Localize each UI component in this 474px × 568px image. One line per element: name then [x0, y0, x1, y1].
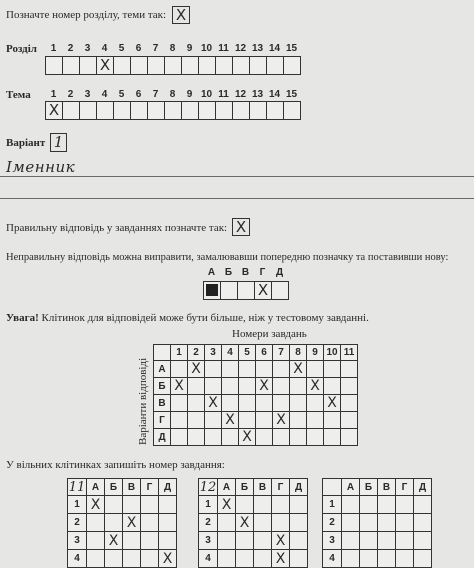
answer-cell[interactable] — [307, 361, 324, 378]
section-column-number: 11 — [218, 43, 229, 54]
answer-cell[interactable] — [222, 429, 239, 446]
section-cell[interactable] — [233, 57, 250, 74]
match-cell[interactable] — [290, 496, 308, 514]
match-row — [68, 550, 177, 568]
answer-option-label: Б — [154, 378, 171, 395]
task-number-header: 3 — [205, 345, 222, 361]
answer-cell[interactable] — [239, 395, 256, 412]
topic-cell[interactable] — [216, 102, 233, 119]
fix-example-cell — [272, 282, 288, 299]
topic-cells[interactable] — [45, 101, 301, 120]
match-row — [68, 514, 177, 532]
fix-example-headers — [203, 267, 303, 279]
topic-cell[interactable] — [131, 102, 148, 119]
match-cell[interactable] — [123, 550, 141, 568]
section-cell[interactable] — [114, 57, 131, 74]
section-cell[interactable] — [199, 57, 216, 74]
match-cell[interactable] — [290, 514, 308, 532]
answer-cell[interactable] — [188, 378, 205, 395]
topic-column-number: 9 — [186, 89, 193, 100]
section-cell[interactable] — [80, 57, 97, 74]
match-row — [68, 496, 177, 514]
answer-cell[interactable] — [341, 361, 358, 378]
answer-letter-header: Д — [290, 479, 308, 496]
answer-letter-header: В — [378, 479, 396, 496]
match-cell[interactable] — [290, 532, 308, 550]
small-grid-header-row — [323, 479, 432, 496]
warning-text: Клітинок для відповідей може бути більше, ніж у тестовому завданні. — [38, 312, 369, 324]
section-cell[interactable] — [250, 57, 267, 74]
match-row — [68, 532, 177, 550]
match-cell[interactable] — [123, 532, 141, 550]
match-cell[interactable]: X — [236, 514, 254, 532]
answer-cell[interactable]: X — [324, 395, 341, 412]
match-cell[interactable] — [360, 496, 378, 514]
section-label: Розділ — [6, 43, 37, 55]
fix-example-cell — [238, 282, 255, 299]
match-row-label: 4 — [323, 550, 342, 568]
answer-cell[interactable] — [341, 412, 358, 429]
topic-cell[interactable] — [148, 102, 165, 119]
answer-letter-header: Д — [159, 479, 177, 496]
correct-instruction: Правильну відповідь у завданнях позначте так: — [6, 222, 228, 234]
section-cells[interactable] — [45, 56, 301, 75]
match-cell[interactable] — [87, 532, 105, 550]
section-column-number: 2 — [67, 43, 74, 54]
answer-option-label: А — [154, 361, 171, 378]
answer-cell[interactable]: X — [188, 361, 205, 378]
match-cell[interactable] — [360, 514, 378, 532]
match-cell[interactable] — [254, 496, 272, 514]
match-cell[interactable] — [159, 496, 177, 514]
section-column-number: 4 — [101, 43, 108, 54]
section-number-header — [45, 43, 305, 55]
answer-cell[interactable] — [171, 395, 188, 412]
fix-example-cell: X — [255, 282, 272, 299]
match-cell[interactable] — [396, 532, 414, 550]
topic-cell[interactable] — [97, 102, 114, 119]
topic-column-number: 4 — [101, 89, 108, 100]
fix-example-cell — [221, 282, 238, 299]
match-cell[interactable] — [218, 514, 236, 532]
answer-cell[interactable] — [222, 378, 239, 395]
match-cell[interactable] — [236, 496, 254, 514]
match-row — [199, 496, 308, 514]
section-column-number: 7 — [152, 43, 159, 54]
section-column-number: 5 — [118, 43, 125, 54]
answer-cell[interactable] — [239, 378, 256, 395]
section-column-number: 15 — [285, 43, 298, 54]
topic-cell[interactable]: X — [46, 102, 63, 119]
task-number-header: 5 — [239, 345, 256, 361]
task-number-field[interactable] — [323, 479, 342, 496]
section-cell[interactable] — [182, 57, 199, 74]
main-grid-row-axis-label: Варіанти відповіді — [137, 357, 149, 445]
topic-cell[interactable] — [114, 102, 131, 119]
answer-row — [154, 395, 358, 412]
answer-letter-header: Г — [272, 479, 290, 496]
task-number-header: 2 — [188, 345, 205, 361]
answer-cell[interactable] — [341, 378, 358, 395]
answer-cell[interactable] — [239, 412, 256, 429]
task-number-header: 11 — [341, 345, 358, 361]
match-cell[interactable] — [141, 550, 159, 568]
small-grid-1[interactable] — [67, 478, 177, 568]
answer-cell[interactable] — [341, 395, 358, 412]
main-answer-grid[interactable] — [153, 344, 358, 446]
section-cell[interactable] — [284, 57, 300, 74]
answer-letter-header: В — [254, 479, 272, 496]
fix-column-number: Д — [275, 267, 284, 278]
task-number-header: 8 — [290, 345, 307, 361]
task-number-header: 7 — [273, 345, 290, 361]
answer-cell[interactable] — [222, 361, 239, 378]
match-cell[interactable] — [342, 550, 360, 568]
match-cell[interactable]: X — [123, 514, 141, 532]
match-cell[interactable] — [360, 532, 378, 550]
match-cell[interactable] — [396, 496, 414, 514]
answer-cell[interactable] — [188, 429, 205, 446]
topic-cell[interactable] — [284, 102, 300, 119]
match-cell[interactable] — [396, 550, 414, 568]
variant-field[interactable] — [50, 133, 67, 152]
section-column-number: 1 — [50, 43, 57, 54]
section-cell[interactable] — [267, 57, 284, 74]
match-cell[interactable] — [105, 496, 123, 514]
match-cell[interactable] — [290, 550, 308, 568]
divider — [0, 198, 474, 199]
match-row — [199, 550, 308, 568]
section-cell[interactable] — [46, 57, 63, 74]
answer-cell[interactable]: X — [239, 429, 256, 446]
task-number-header: 9 — [307, 345, 324, 361]
topic-column-number: 12 — [234, 89, 247, 100]
match-cell[interactable] — [342, 532, 360, 550]
answer-cell[interactable] — [205, 412, 222, 429]
match-cell[interactable] — [123, 496, 141, 514]
answer-cell[interactable]: X — [256, 378, 273, 395]
task-number-header: 10 — [324, 345, 341, 361]
grid-corner — [154, 345, 171, 361]
main-grid-header-row — [154, 345, 358, 361]
example-mark: X — [172, 6, 190, 24]
match-cell[interactable]: X — [105, 532, 123, 550]
match-cell[interactable]: X — [272, 550, 290, 568]
answer-cell[interactable] — [273, 395, 290, 412]
name-underline — [0, 176, 474, 177]
answer-letter-header: Б — [236, 479, 254, 496]
match-cell[interactable] — [414, 532, 432, 550]
free-instruction: У вільних клітинках запишіть номер завдання: — [6, 459, 225, 471]
answer-cell[interactable] — [256, 361, 273, 378]
section-cell[interactable] — [216, 57, 233, 74]
answer-cell[interactable]: X — [290, 361, 307, 378]
answer-option-label: В — [154, 395, 171, 412]
match-row-label: 2 — [68, 514, 87, 532]
match-cell[interactable] — [87, 550, 105, 568]
answer-letter-header: Б — [105, 479, 123, 496]
section-cell[interactable] — [165, 57, 182, 74]
variant-value: 1 — [53, 133, 64, 151]
match-row-label: 3 — [199, 532, 218, 550]
answer-cell[interactable] — [341, 429, 358, 446]
topic-cell[interactable] — [199, 102, 216, 119]
match-row-label: 2 — [323, 514, 342, 532]
fix-example-cell — [204, 282, 221, 299]
topic-column-number: 5 — [118, 89, 125, 100]
task-number-header: 1 — [171, 345, 188, 361]
match-row-label: 3 — [68, 532, 87, 550]
match-row — [199, 514, 308, 532]
section-cell[interactable] — [131, 57, 148, 74]
topic-cell[interactable] — [80, 102, 97, 119]
section-cell[interactable]: X — [97, 57, 114, 74]
small-grid-header-row — [68, 479, 177, 496]
match-row-label: 4 — [68, 550, 87, 568]
answer-letter-header: В — [123, 479, 141, 496]
answer-letter-header: А — [87, 479, 105, 496]
answer-cell[interactable]: X — [205, 395, 222, 412]
topic-column-number: 3 — [84, 89, 91, 100]
answer-cell[interactable] — [324, 361, 341, 378]
match-cell[interactable] — [218, 550, 236, 568]
section-column-number: 12 — [234, 43, 247, 54]
section-instruction: Позначте номер розділу, теми так: — [6, 9, 167, 21]
answer-cell[interactable] — [273, 429, 290, 446]
section-column-number: 9 — [186, 43, 193, 54]
match-cell[interactable] — [272, 514, 290, 532]
answer-cell[interactable] — [256, 429, 273, 446]
name-value[interactable]: Іменник — [6, 158, 76, 176]
answer-cell[interactable] — [324, 412, 341, 429]
match-cell[interactable] — [414, 496, 432, 514]
match-cell[interactable] — [342, 496, 360, 514]
topic-cell[interactable] — [182, 102, 199, 119]
answer-letter-header: Д — [414, 479, 432, 496]
match-cell[interactable]: X — [87, 496, 105, 514]
section-cell[interactable] — [148, 57, 165, 74]
match-cell[interactable] — [218, 532, 236, 550]
match-row-label: 1 — [199, 496, 218, 514]
match-row — [199, 532, 308, 550]
topic-label: Тема — [6, 89, 31, 101]
answer-cell[interactable] — [273, 361, 290, 378]
answer-cell[interactable] — [171, 412, 188, 429]
answer-letter-header: Б — [360, 479, 378, 496]
fix-column-number: Г — [259, 267, 266, 278]
match-cell[interactable] — [272, 496, 290, 514]
match-row-label: 1 — [68, 496, 87, 514]
answer-cell[interactable] — [256, 395, 273, 412]
section-column-number: 8 — [169, 43, 176, 54]
match-row — [323, 496, 432, 514]
match-cell[interactable] — [396, 514, 414, 532]
task-number-header: 4 — [222, 345, 239, 361]
match-row — [323, 532, 432, 550]
match-cell[interactable]: X — [159, 550, 177, 568]
match-cell[interactable] — [141, 514, 159, 532]
topic-column-number: 2 — [67, 89, 74, 100]
answer-cell[interactable] — [307, 429, 324, 446]
topic-number-header — [45, 89, 305, 101]
topic-column-number: 10 — [200, 89, 213, 100]
correct-mark-example: X — [232, 218, 250, 236]
warning — [6, 312, 369, 324]
match-cell[interactable] — [105, 514, 123, 532]
match-cell[interactable] — [378, 532, 396, 550]
answer-cell[interactable] — [188, 395, 205, 412]
answer-cell[interactable] — [307, 395, 324, 412]
topic-cell[interactable] — [250, 102, 267, 119]
answer-cell[interactable] — [290, 429, 307, 446]
match-cell[interactable]: X — [218, 496, 236, 514]
match-cell[interactable] — [87, 514, 105, 532]
section-column-number: 6 — [135, 43, 142, 54]
topic-column-number: 14 — [268, 89, 281, 100]
fix-column-number: Б — [224, 267, 233, 278]
match-row-label: 2 — [199, 514, 218, 532]
answer-cell[interactable] — [188, 412, 205, 429]
match-row-label: 3 — [323, 532, 342, 550]
match-cell[interactable]: X — [272, 532, 290, 550]
match-cell[interactable] — [141, 532, 159, 550]
match-cell[interactable] — [236, 532, 254, 550]
answer-cell[interactable] — [324, 429, 341, 446]
match-cell[interactable] — [159, 514, 177, 532]
topic-column-number: 13 — [251, 89, 264, 100]
answer-cell[interactable] — [324, 378, 341, 395]
topic-column-number: 8 — [169, 89, 176, 100]
answer-cell[interactable] — [273, 378, 290, 395]
answer-letter-header: А — [218, 479, 236, 496]
task-number-field[interactable]: 12 — [199, 479, 217, 495]
answer-row — [154, 378, 358, 395]
topic-column-number: 15 — [285, 89, 298, 100]
small-grid-2[interactable] — [198, 478, 308, 568]
main-grid-title: Номери завдань — [232, 328, 307, 340]
warning-bold: Увага! — [6, 312, 39, 324]
match-cell[interactable] — [378, 514, 396, 532]
section-column-number: 14 — [268, 43, 281, 54]
topic-column-number: 6 — [135, 89, 142, 100]
match-row — [323, 514, 432, 532]
topic-cell[interactable] — [267, 102, 284, 119]
small-grid-header-row — [199, 479, 308, 496]
answer-cell[interactable] — [171, 429, 188, 446]
variant-label: Варіант — [6, 137, 46, 149]
answer-cell[interactable] — [290, 395, 307, 412]
answer-letter-header: Г — [396, 479, 414, 496]
topic-column-number: 7 — [152, 89, 159, 100]
answer-cell[interactable] — [205, 361, 222, 378]
fix-instruction: Неправильну відповідь можна виправити, замалювавши попередню позначку та поставивши нову: — [6, 252, 449, 263]
answer-cell[interactable]: X — [222, 412, 239, 429]
match-cell[interactable] — [360, 550, 378, 568]
answer-cell[interactable] — [290, 378, 307, 395]
topic-column-number: 1 — [50, 89, 57, 100]
match-row — [323, 550, 432, 568]
match-cell[interactable] — [254, 514, 272, 532]
answer-cell[interactable]: X — [273, 412, 290, 429]
answer-cell[interactable] — [171, 361, 188, 378]
match-cell[interactable] — [378, 550, 396, 568]
match-cell[interactable] — [236, 550, 254, 568]
answer-cell[interactable] — [256, 412, 273, 429]
answer-cell[interactable] — [239, 361, 256, 378]
answer-cell[interactable] — [205, 378, 222, 395]
match-cell[interactable] — [254, 532, 272, 550]
section-cell[interactable] — [63, 57, 80, 74]
topic-cell[interactable] — [165, 102, 182, 119]
filled-mark — [206, 284, 218, 296]
small-grid-3[interactable] — [322, 478, 432, 568]
answer-row — [154, 412, 358, 429]
task-number-field[interactable]: 11 — [68, 479, 86, 495]
match-row-label: 4 — [199, 550, 218, 568]
fix-column-number: В — [241, 267, 250, 278]
fix-example-cells — [203, 281, 289, 300]
section-column-number: 13 — [251, 43, 264, 54]
answer-cell[interactable] — [222, 395, 239, 412]
answer-cell[interactable]: X — [307, 378, 324, 395]
answer-cell[interactable] — [290, 412, 307, 429]
topic-cell[interactable] — [233, 102, 250, 119]
match-cell[interactable] — [254, 550, 272, 568]
topic-cell[interactable] — [63, 102, 80, 119]
match-cell[interactable] — [141, 496, 159, 514]
answer-option-label: Д — [154, 429, 171, 446]
answer-cell[interactable] — [205, 429, 222, 446]
fix-column-number: А — [207, 267, 216, 278]
answer-row — [154, 429, 358, 446]
answer-letter-header: Г — [141, 479, 159, 496]
section-column-number: 10 — [200, 43, 213, 54]
answer-letter-header: А — [342, 479, 360, 496]
match-cell[interactable] — [342, 514, 360, 532]
match-cell[interactable] — [105, 550, 123, 568]
answer-cell[interactable]: X — [171, 378, 188, 395]
match-cell[interactable] — [378, 496, 396, 514]
topic-column-number: 11 — [218, 89, 229, 100]
match-cell[interactable] — [414, 514, 432, 532]
match-cell[interactable] — [159, 532, 177, 550]
match-cell[interactable] — [414, 550, 432, 568]
answer-cell[interactable] — [307, 412, 324, 429]
answer-row — [154, 361, 358, 378]
match-row-label: 1 — [323, 496, 342, 514]
task-number-header: 6 — [256, 345, 273, 361]
answer-option-label: Г — [154, 412, 171, 429]
section-column-number: 3 — [84, 43, 91, 54]
